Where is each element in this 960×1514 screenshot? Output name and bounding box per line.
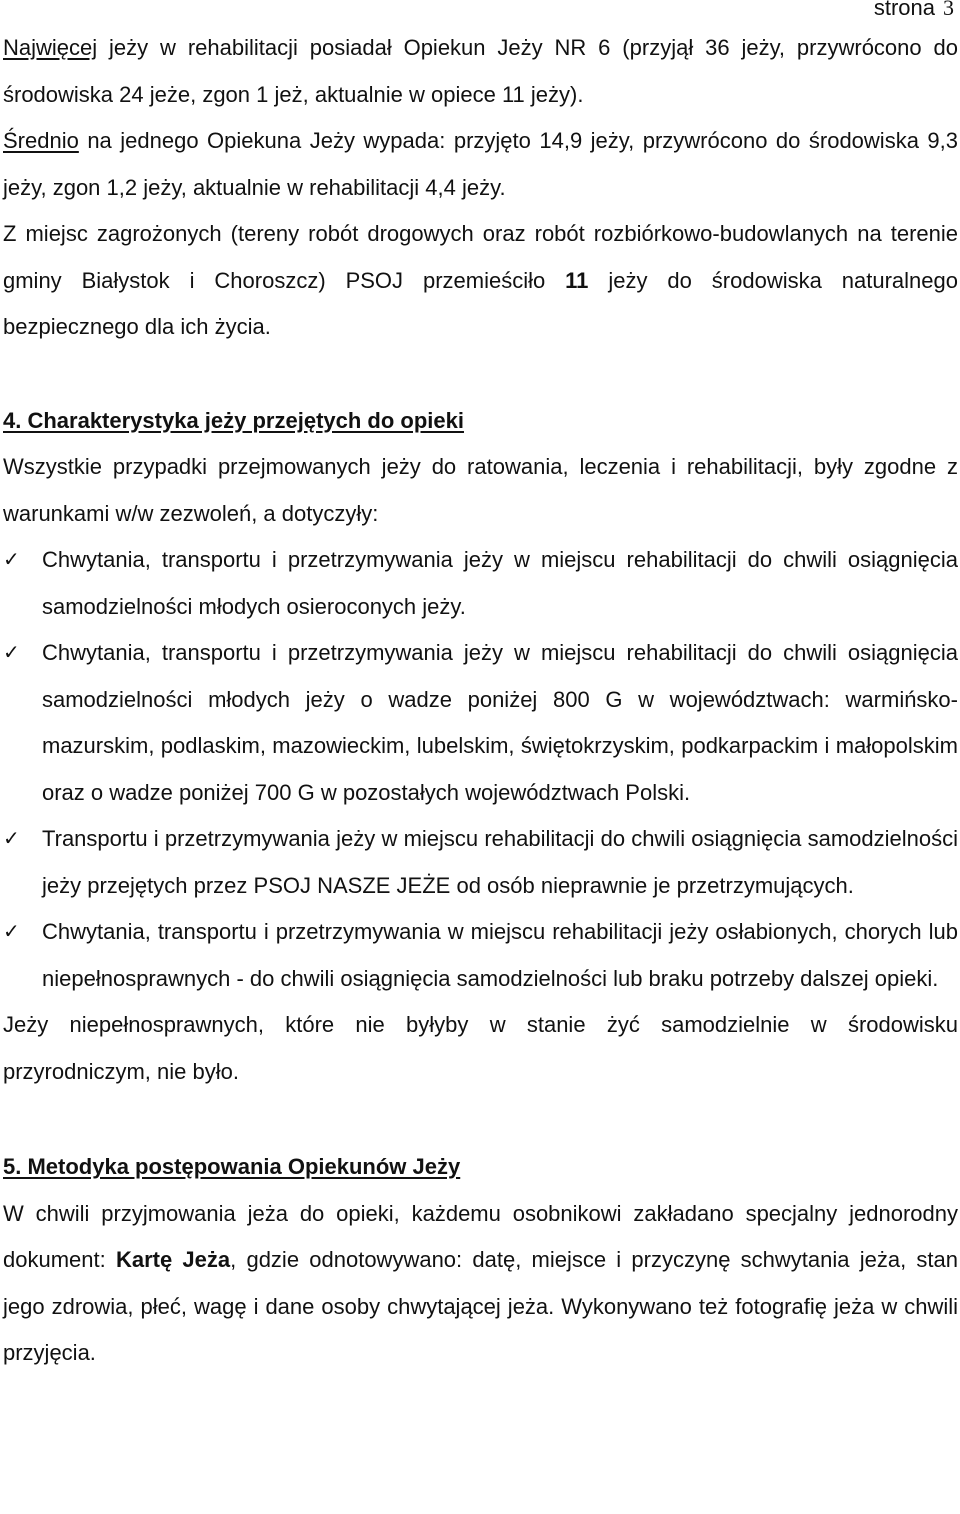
lead-word: Najwięcej [3,35,98,60]
section-5-heading: 5. Metodyka postępowania Opiekunów Jeży [3,1154,461,1179]
spacer [3,351,958,398]
paragraph-text: , gdzie odnotowywano: datę, miejsce i przyczynę schwytania jeża, stan jego zdrowia, płeć, wagę i dane osoby chwytającej jeża. Wykonywano też fotografię jeża w chwili przyjęcia. [3,1247,958,1365]
section-4-closing: Jeży niepełnosprawnych, które nie byłyby w stanie żyć samodzielnie w środowisku przyrodniczym, nie było. [3,1012,958,1084]
checkmark-icon: ✓ [3,549,20,571]
document-body [3,25,958,1377]
page-label: strona [873,0,935,20]
list-item [3,537,958,630]
bold-document-name: Kartę Jeża [115,1247,231,1272]
paragraph-most-hedgehogs [3,25,958,118]
checkmark-icon: ✓ [3,642,20,664]
paragraph-average [3,118,958,211]
list-item-text: Chwytania, transportu i przetrzymywania jeży w miejscu rehabilitacji do chwili osiągnięcia samodzielności młodych jeży o wadze poniżej 800 G w województwach: warmińsko-mazurskim, podlaskim, mazowieckim, lubelskim, świętokrzyskim, podkarpackim i małopolskim oraz o wadze poniżej 700 G w pozostałych województwach Polski. [42,640,958,805]
lead-word: Średnio [3,128,79,153]
checkmark-icon: ✓ [3,921,20,943]
paragraph-text: jeży w rehabilitacji posiadał Opiekun Jeży NR 6 (przyjął 36 jeży, przywrócono do środowiska 24 jeże, zgon 1 jeż, aktualnie w opiece 11 jeży). [3,35,958,107]
section-5-text [3,1191,958,1377]
paragraph-text: na jednego Opiekuna Jeży wypada: przyjęto 14,9 jeży, przywrócono do środowiska 9,3 jeży, zgon 1,2 jeży, aktualnie w rehabilitacji 4,4 jeży. [3,128,958,200]
list-item [3,909,958,1002]
list-item [3,816,958,909]
page-number: 3 [943,0,954,20]
list-item-text: Chwytania, transportu i przetrzymywania w miejscu rehabilitacji jeży osłabionych, chorych lub niepełnosprawnych - do chwili osiągnięcia samodzielności lub braku potrzeby dalszej opieki. [42,919,958,991]
list-item [3,630,958,816]
paragraph-text: W chwili przyjmowania jeża do opieki, każdemu osobnikowi zakładano specjalny jednorodny dokument: [3,1200,958,1272]
page-number-header [874,0,954,22]
list-item-text: Chwytania, transportu i przetrzymywania jeży w miejscu rehabilitacji do chwili osiągnięcia samodzielności młodych osieroconych jeży. [42,547,958,619]
checklist [3,537,958,1002]
bold-count: 11 [565,267,589,293]
section-4-heading: 4. Charakterystyka jeży przejętych do opieki [3,407,464,433]
paragraph-relocation [3,211,958,351]
paragraph-text: jeży do środowiska naturalnego bezpiecznego dla ich życia. [3,267,958,339]
paragraph-text: Z miejsc zagrożonych (tereny robót drogowych oraz robót rozbiórkowo-budowlanych na terenie gminy Białystok i Choroszcz) PSOJ przemieściło [3,221,958,293]
spacer [3,1095,958,1144]
checkmark-icon: ✓ [3,828,20,850]
list-item-text: Transportu i przetrzymywania jeży w miejscu rehabilitacji do chwili osiągnięcia samodzielności jeży przejętych przez PSOJ NASZE JEŻE od osób nieprawnie je przetrzymujących. [42,826,958,898]
section-4-intro: Wszystkie przypadki przejmowanych jeży do ratowania, leczenia i rehabilitacji, były zgodne z warunkami w/w zezwoleń, a dotyczyły: [3,454,958,526]
